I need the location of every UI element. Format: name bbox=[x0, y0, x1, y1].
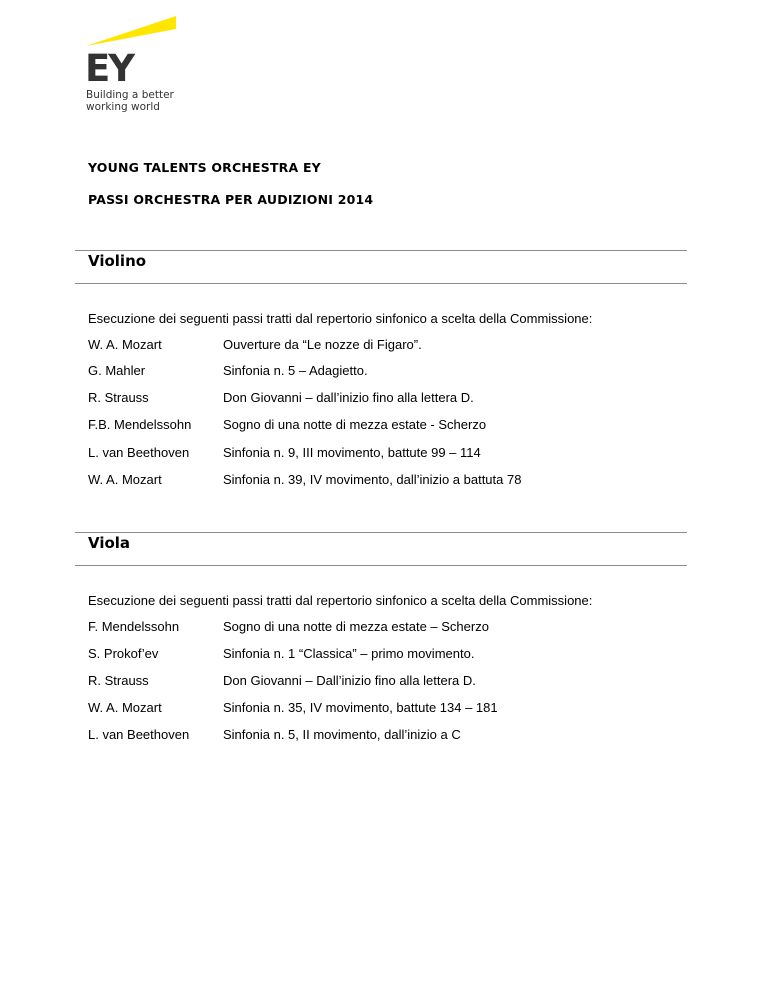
document-title: YOUNG TALENTS ORCHESTRA EY bbox=[88, 160, 321, 175]
section-intro: Esecuzione dei seguenti passi tratti dal repertorio sinfonico a scelta della Commissione: bbox=[88, 311, 593, 326]
section-rule-bottom bbox=[75, 565, 687, 566]
section-rule-bottom bbox=[75, 283, 687, 284]
section-title-viola: Viola bbox=[88, 534, 131, 552]
logo-tagline-line2: working world bbox=[86, 100, 160, 113]
composer-name: W. A. Mozart bbox=[88, 337, 162, 352]
composer-name: G. Mahler bbox=[88, 363, 146, 378]
piece-title: Sinfonia n. 9, III movimento, battute 99 – 114 bbox=[223, 445, 481, 460]
piece-title: Sinfonia n. 5 – Adagietto. bbox=[223, 363, 368, 378]
composer-name: R. Strauss bbox=[88, 673, 149, 688]
composer-name: W. A. Mozart bbox=[88, 700, 162, 715]
piece-title: Don Giovanni – Dall’inizio fino alla lettera D. bbox=[223, 673, 476, 688]
composer-name: F.B. Mendelssohn bbox=[88, 417, 192, 432]
piece-title: Sinfonia n. 39, IV movimento, dall’inizio a battuta 78 bbox=[223, 472, 522, 487]
piece-title: Sinfonia n. 5, II movimento, dall’inizio a C bbox=[223, 727, 461, 742]
piece-title: Don Giovanni – dall’inizio fino alla lettera D. bbox=[223, 390, 474, 405]
piece-title: Sogno di una notte di mezza estate - Scherzo bbox=[223, 417, 487, 432]
logo-tagline-line1: Building a better bbox=[86, 89, 174, 101]
piece-title: Sinfonia n. 35, IV movimento, battute 134 – 181 bbox=[223, 700, 498, 715]
piece-title: Sinfonia n. 1 “Classica” – primo movimento. bbox=[223, 646, 475, 661]
composer-name: W. A. Mozart bbox=[88, 472, 162, 487]
composer-name: L. van Beethoven bbox=[88, 727, 190, 742]
section-title-violino: Violino bbox=[88, 252, 147, 270]
composer-name: F. Mendelssohn bbox=[88, 619, 180, 634]
composer-name: R. Strauss bbox=[88, 390, 149, 405]
section-rule-top bbox=[75, 532, 687, 533]
section-intro: Esecuzione dei seguenti passi tratti dal repertorio sinfonico a scelta della Commissione: bbox=[88, 593, 593, 608]
composer-name: S. Prokof’ev bbox=[88, 646, 159, 661]
composer-name: L. van Beethoven bbox=[88, 445, 190, 460]
logo-wordmark: EY bbox=[85, 47, 134, 90]
piece-title: Ouverture da “Le nozze di Figaro”. bbox=[223, 337, 422, 352]
section-rule-top bbox=[75, 250, 687, 251]
ey-logo bbox=[84, 14, 184, 114]
logo-tagline bbox=[86, 90, 174, 113]
piece-title: Sogno di una notte di mezza estate – Scherzo bbox=[223, 619, 489, 634]
document-subtitle: PASSI ORCHESTRA PER AUDIZIONI 2014 bbox=[88, 192, 374, 207]
